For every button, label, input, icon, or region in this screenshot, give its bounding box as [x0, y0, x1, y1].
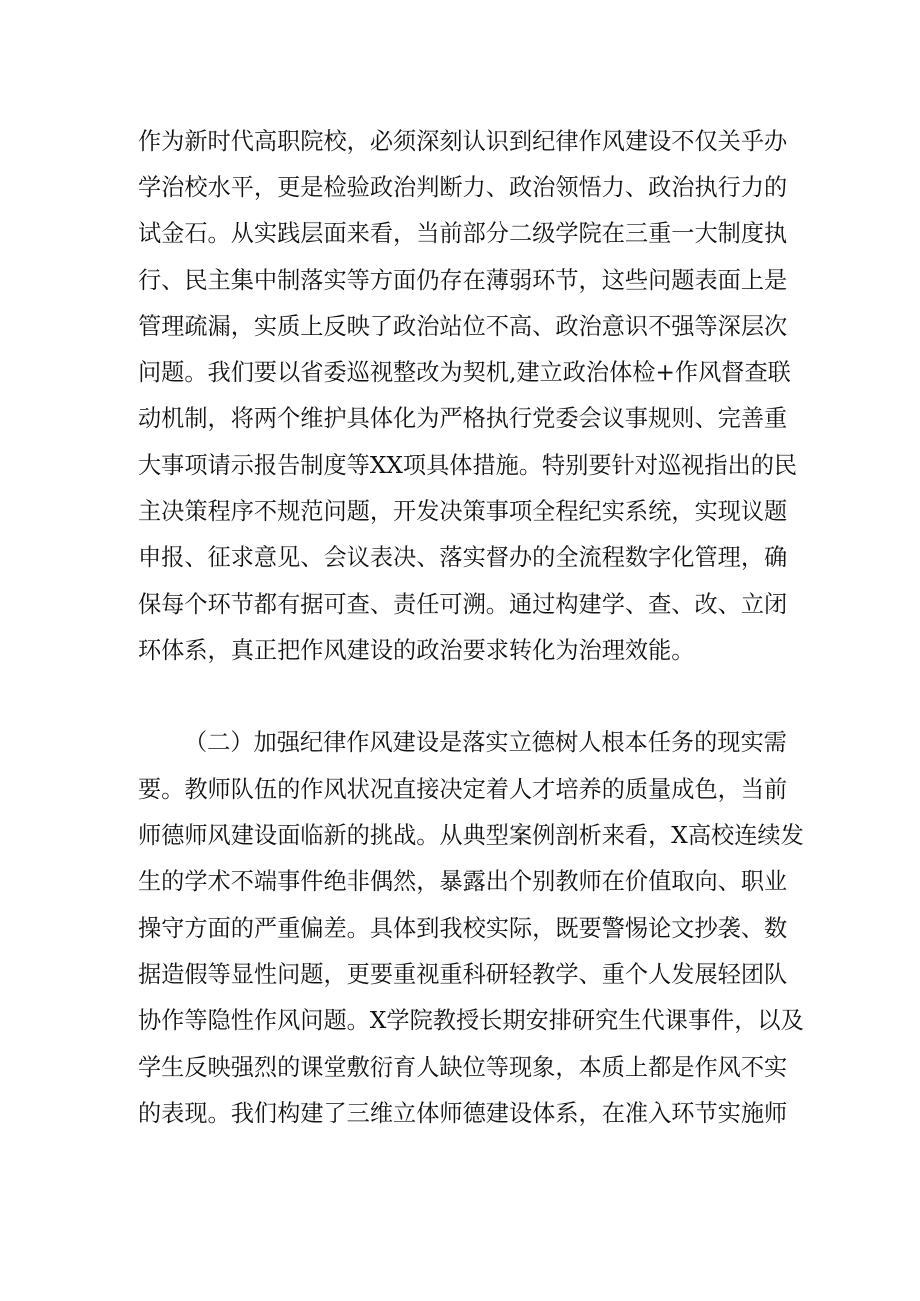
text-line: 管理疏漏，实质上反映了政治站位不高、政治意识不强等深层次: [138, 313, 788, 340]
text-line: [138, 1140, 784, 1180]
text-line: 要。教师队伍的作风状况直接决定着人才培养的质量成色，当前: [138, 776, 788, 803]
text-line: 问题。我们要以省委巡视整改为契机,建立政治体检+作风督查联: [138, 359, 791, 386]
text-line: 据造假等显性问题，更要重视重科研轻教学、重个人发展轻团队: [138, 961, 788, 988]
text-line: 的表现。我们构建了三维立体师德建设体系，在准入环节实施师: [138, 1100, 788, 1127]
text-line: 申报、征求意见、会议表决、落实督办的全流程数字化管理，确: [138, 544, 788, 571]
text-line: 生的学术不端事件绝非偶然，暴露出个别教师在价值取向、职业: [138, 868, 788, 895]
text-line: 环体系，真正把作风建设的政治要求转化为治理效能。: [138, 637, 695, 664]
text-line: 主决策程序不规范问题，开发决策事项全程纪实系统，实现议题: [138, 498, 788, 525]
text-line: 师德师风建设面临新的挑战。从典型案例剖析来看，X高校连续发: [138, 822, 804, 849]
text-line: 动机制，将两个维护具体化为严格执行党委会议事规则、完善重: [138, 405, 788, 432]
text-line: 学生反映强烈的课堂敷衍育人缺位等现象，本质上都是作风不实: [138, 1054, 788, 1081]
text-line: 学治校水平，更是检验政治判断力、政治领悟力、政治执行力的: [138, 174, 788, 201]
text-line: 作为新时代高职院校，必须深刻认识到纪律作风建设不仅关乎办: [138, 128, 788, 155]
paragraph-heading-line: （二）加强纪律作风建设是落实立德树人根本任务的现实需: [184, 729, 787, 756]
text-line: 大事项请示报告制度等XX项具体措施。特别要针对巡视指出的民: [138, 452, 798, 479]
text-line: 操守方面的严重偏差。具体到我校实际，既要警惕论文抄袭、数: [138, 915, 788, 942]
text-line: 保每个环节都有据可查、责任可溯。通过构建学、查、改、立闭: [138, 591, 788, 618]
text-line: 协作等隐性作风问题。X学院教授长期安排研究生代课事件，以及: [138, 1007, 804, 1034]
text-line: 行、民主集中制落实等方面仍存在薄弱环节，这些问题表面上是: [138, 267, 788, 294]
text-line: 试金石。从实践层面来看，当前部分二级学院在三重一大制度执: [138, 220, 788, 247]
